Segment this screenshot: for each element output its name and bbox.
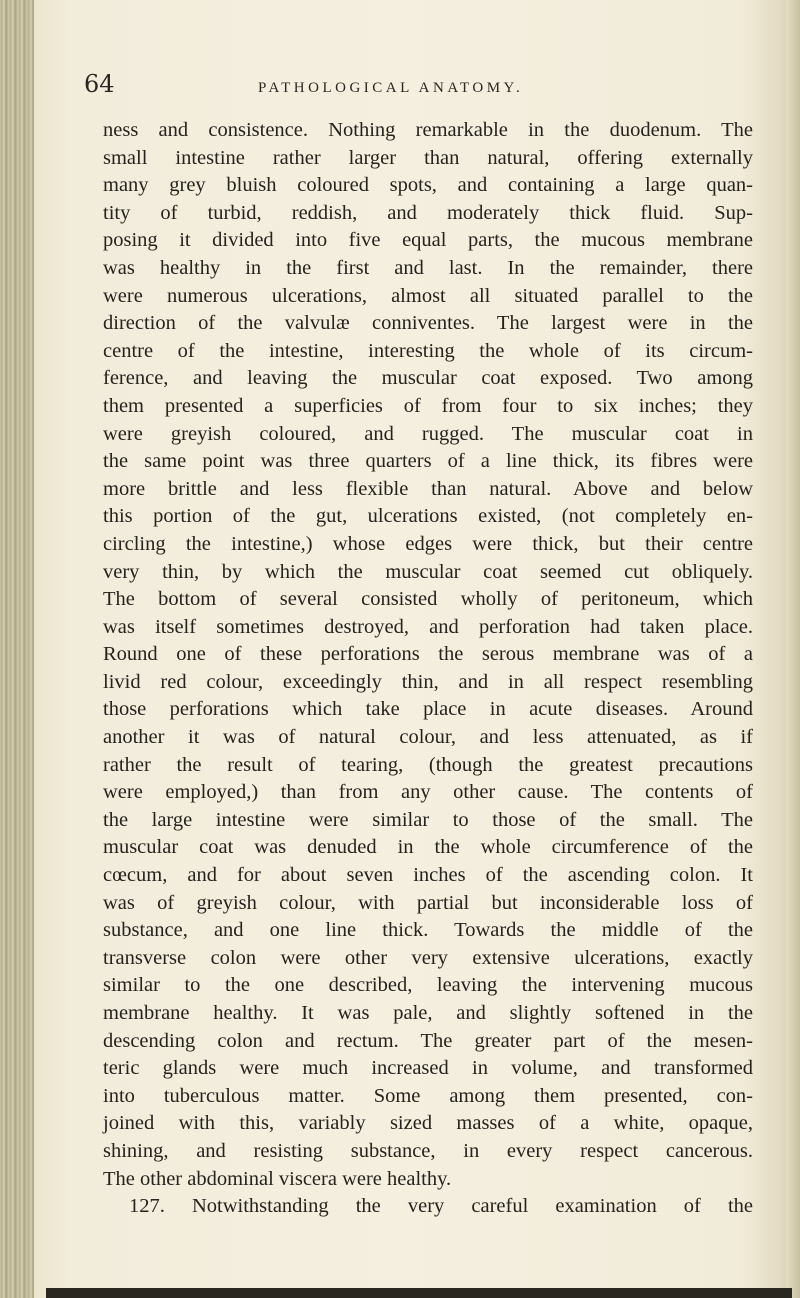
text-line: this portion of the gut, ulcerations existed, (not completely en-	[103, 505, 753, 528]
text-line: posing it divided into five equal parts, the mucous membrane	[103, 229, 753, 252]
text-line: ness and consistence. Nothing remarkable in the duodenum. The	[103, 119, 753, 141]
text-line: circling the intestine,) whose edges were thick, but their centre	[103, 532, 753, 555]
text-line: livid red colour, exceedingly thin, and in all respect resembling	[103, 670, 753, 693]
page-header	[0, 70, 800, 110]
text-line: cœcum, and for about seven inches of the ascending colon. It	[103, 864, 753, 887]
text-line: transverse colon were other very extensive ulcerations, exactly	[103, 946, 753, 969]
text-line: The bottom of several consisted wholly of peritoneum, which	[103, 588, 753, 611]
text-line: centre of the intestine, interesting the whole of its circum-	[103, 339, 753, 362]
text-line: membrane healthy. It was pale, and slightly softened in the	[103, 1002, 753, 1024]
text-line: the large intestine were similar to those of the small. The	[103, 808, 753, 831]
text-line: joined with this, variably sized masses of a white, opaque,	[103, 1112, 753, 1135]
text-line: were numerous ulcerations, almost all situated parallel to the	[103, 284, 753, 307]
paragraph-start-line: 127. Notwithstanding the very careful examination of the	[129, 1195, 753, 1218]
text-line: Round one of these perforations the serous membrane was of a	[103, 643, 753, 666]
running-title: PATHOLOGICAL ANATOMY.	[258, 80, 524, 96]
text-line: many grey bluish coloured spots, and containing a large quan-	[103, 174, 753, 197]
text-line: the same point was three quarters of a line thick, its fibres were	[103, 450, 753, 473]
text-line: tity of turbid, reddish, and moderately thick fluid. Sup-	[103, 201, 753, 224]
text-line: were greyish coloured, and rugged. The muscular coat in	[103, 422, 753, 445]
text-line: substance, and one line thick. Towards the middle of the	[103, 919, 753, 942]
text-line: small intestine rather larger than natural, offering externally	[103, 146, 753, 169]
page-edge-right	[786, 0, 800, 1298]
text-line: similar to the one described, leaving the intervening mucous	[103, 974, 753, 997]
text-line: was healthy in the first and last. In the remainder, there	[103, 256, 753, 279]
text-line: direction of the valvulæ conniventes. The largest were in the	[103, 312, 753, 335]
text-line: shining, and resisting substance, in every respect cancerous.	[103, 1139, 753, 1162]
text-line: more brittle and less flexible than natural. Above and below	[103, 477, 753, 500]
text-line: muscular coat was denuded in the whole circumference of the	[103, 836, 753, 859]
body-text	[103, 117, 753, 1221]
book-binding-edge	[0, 0, 34, 1298]
page-number: 64	[84, 70, 115, 98]
text-line: The other abdominal viscera were healthy.	[103, 1167, 452, 1190]
text-line: descending colon and rectum. The greater part of the mesen-	[103, 1029, 753, 1052]
text-line: were employed,) than from any other cause. The contents of	[103, 781, 753, 804]
text-line: teric glands were much increased in volume, and transformed	[103, 1057, 753, 1080]
text-line: was itself sometimes destroyed, and perforation had taken place.	[103, 615, 753, 638]
text-line: another it was of natural colour, and less attenuated, as if	[103, 726, 753, 749]
text-line: ference, and leaving the muscular coat exposed. Two among	[103, 367, 753, 390]
text-line: was of greyish colour, with partial but inconsiderable loss of	[103, 891, 753, 914]
text-line: those perforations which take place in acute diseases. Around	[103, 698, 753, 721]
text-line: very thin, by which the muscular coat seemed cut obliquely.	[103, 560, 753, 583]
text-line: into tuberculous matter. Some among them presented, con-	[103, 1084, 753, 1107]
text-line: rather the result of tearing, (though the greatest precautions	[103, 753, 753, 776]
text-line: them presented a superficies of from four to six inches; they	[103, 394, 753, 417]
bottom-shadow-edge	[46, 1288, 792, 1298]
